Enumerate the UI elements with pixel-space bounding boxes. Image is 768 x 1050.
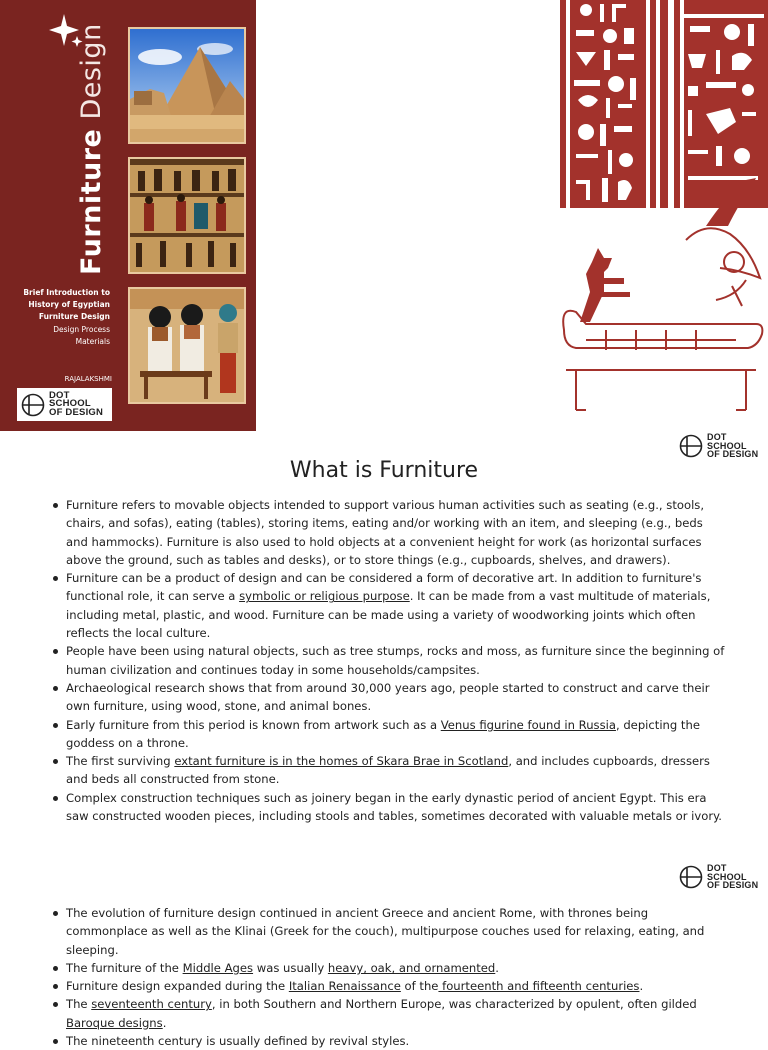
- logo-line: OF DESIGN: [707, 449, 759, 459]
- text-run: Early furniture from this period is known from artwork such as a: [66, 717, 441, 732]
- list-item: [50, 995, 726, 1032]
- list-item: [50, 496, 726, 569]
- inline-link[interactable]: extant furniture is in the homes of Skara Brae in Scotland: [174, 754, 509, 769]
- school-logo: [679, 433, 758, 459]
- logo-line: DOT: [707, 432, 727, 442]
- inline-link[interactable]: symbolic or religious purpose: [239, 589, 410, 604]
- logo-mark-icon: [21, 393, 45, 417]
- text-run: The: [66, 997, 92, 1012]
- list-item: [50, 752, 726, 789]
- intro-line: Brief Introduction to: [23, 288, 110, 297]
- text-run: The nineteenth century is usually defined by revival styles.: [66, 1034, 410, 1049]
- hieroglyph-decoration: [556, 0, 768, 430]
- text-run: of the: [400, 979, 439, 994]
- inline-link[interactable]: fourteenth and fifteenth centuries: [438, 979, 640, 994]
- text-run: Furniture refers to movable objects intended to support various human activities such as seating (e.g., stools, chairs, and sofas), eating (tables), storing items, eating and/or working with an item, and sleeping (e.g., beds and hammocks). Furniture is also used to hold objects at a convenient height for work (as horizontal surfaces above the ground, such as tables and desks), or to store things (e.g., cupboards, shelves, and drawers).: [66, 498, 705, 567]
- logo-mark-icon: [679, 434, 703, 458]
- inline-link[interactable]: Middle Ages: [182, 960, 254, 975]
- text-run: , depicting the goddess on a throne.: [66, 717, 700, 750]
- logo-line: SCHOOL: [707, 871, 747, 882]
- school-logo: [17, 388, 112, 421]
- text-run: Furniture design expanded during the: [66, 979, 289, 994]
- text-run: , and includes cupboards, dressers and beds all constructed from stone.: [66, 754, 710, 787]
- inline-link[interactable]: Venus figurine found in Russia: [440, 717, 616, 732]
- intro-line: Design Process: [53, 324, 110, 334]
- pyramids-photo: [128, 27, 246, 144]
- egyptian-figures-painting: [128, 287, 246, 404]
- logo-line: SCHOOL: [707, 440, 747, 451]
- inline-link[interactable]: Baroque designs: [66, 1015, 163, 1030]
- intro-line: Furniture Design: [38, 312, 110, 322]
- text-run: Complex construction techniques such as joinery began in the early dynastic period of ancient Egypt. This era saw constructed wooden pieces, including stools and tables, sometimes decorated with valuable metals or ivory.: [66, 790, 722, 824]
- text-run: Archaeological research shows that from around 30,000 years ago, people started to construct and carve their own furniture, using wood, stone, and animal bones.: [66, 680, 710, 714]
- list-item: [50, 716, 726, 753]
- list-item: [50, 642, 726, 679]
- list-item: [50, 789, 726, 826]
- inline-link[interactable]: seventeenth century: [91, 997, 212, 1012]
- cover-title-bold: Furniture: [76, 128, 107, 275]
- logo-line: OF DESIGN: [707, 880, 759, 890]
- cover-panel: [0, 0, 256, 431]
- school-logo: [679, 864, 758, 890]
- page-heading: What is Furniture: [289, 458, 479, 483]
- list-item: [50, 959, 726, 977]
- text-run: .: [162, 1015, 167, 1030]
- list-item: [50, 977, 726, 995]
- logo-line: DOT: [707, 863, 727, 873]
- intro-line: History of Egyptian: [28, 300, 110, 310]
- intro-line: Materials: [75, 336, 110, 346]
- text-run: The evolution of furniture design continued in ancient Greece and ancient Rome, with thrones being commonplace as well as the Klinai (Greek for the couch), multipurpose couches used for relaxing, eating, and sleeping.: [66, 906, 705, 957]
- bullet-list-section-1: [50, 496, 726, 825]
- text-run: The furniture of the: [66, 960, 183, 975]
- text-run: Furniture can be a product of design and can be considered a form of decorative art. In addition to furniture's functional role, it can serve a: [66, 571, 702, 604]
- author-name: RAJALAKSHMI: [64, 375, 112, 383]
- text-run: People have been using natural objects, such as tree stumps, rocks and moss, as furniture since the beginning of human civilization and continues today in some households/campsites.: [66, 644, 725, 677]
- logo-line: OF DESIGN: [49, 406, 104, 418]
- text-run: The first surviving: [66, 754, 175, 769]
- logo-mark-icon: [679, 865, 703, 889]
- text-run: . It can be made from a vast multitude of materials, including metal, plastic, and wood. Furniture can be made using a variety of woodworking joints which often reflects the local culture.: [66, 589, 711, 641]
- cover-title: [76, 23, 107, 275]
- list-item: [50, 679, 726, 716]
- bullet-list-section-2: [50, 904, 726, 1050]
- list-item: [50, 904, 726, 959]
- inline-link[interactable]: Italian Renaissance: [288, 979, 401, 994]
- cover-intro: [0, 287, 110, 348]
- list-item: [50, 569, 726, 642]
- list-item: [50, 1032, 726, 1050]
- text-run: , in both Southern and Northern Europe, was characterized by opulent, often gilded: [211, 997, 697, 1012]
- egyptian-wall-painting: [128, 157, 246, 274]
- logo-line: SCHOOL: [49, 398, 91, 410]
- inline-link[interactable]: heavy, oak, and ornamented: [327, 960, 496, 975]
- text-run: .: [639, 979, 644, 994]
- logo-line: DOT: [49, 389, 70, 401]
- cover-title-thin: Design: [76, 23, 107, 129]
- text-run: was usually: [253, 960, 328, 975]
- text-run: .: [495, 960, 499, 975]
